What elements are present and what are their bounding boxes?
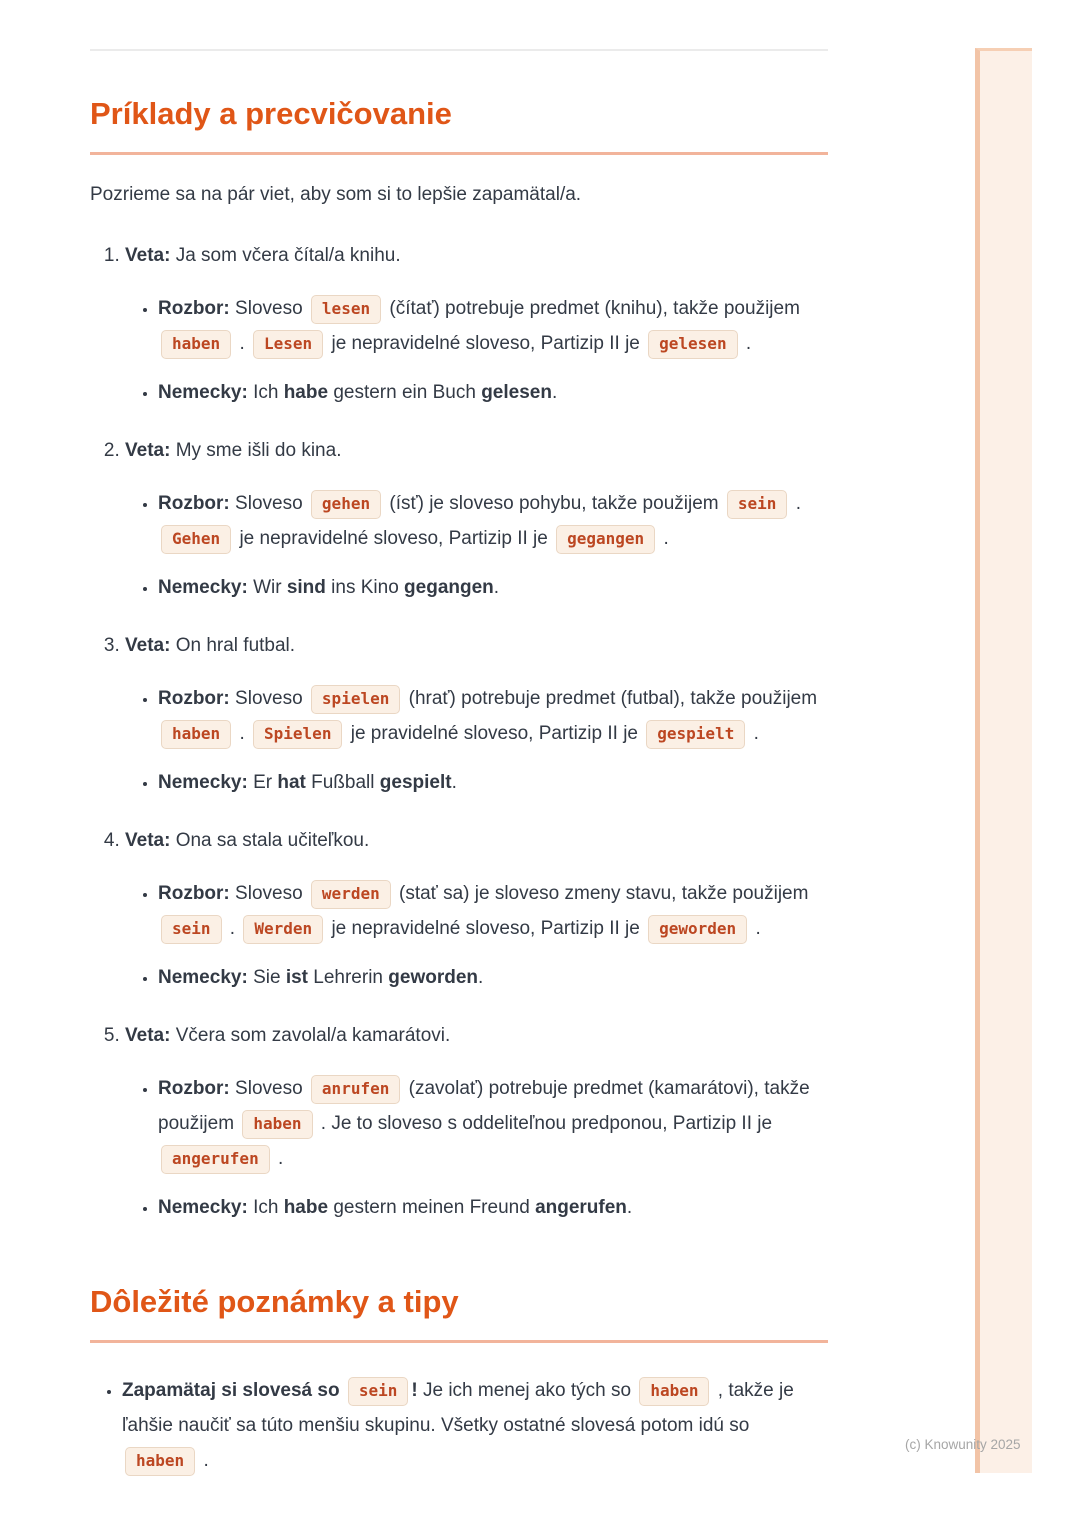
text-segment: . bbox=[750, 918, 761, 939]
veta-label: Veta: bbox=[125, 245, 171, 266]
code-chip: sein bbox=[348, 1377, 409, 1406]
section1-title: Príklady a precvičovanie bbox=[90, 96, 452, 131]
text-segment: hat bbox=[277, 772, 306, 793]
text-segment: . bbox=[658, 528, 669, 549]
rozbor-label: Rozbor: bbox=[158, 298, 230, 319]
text-segment: . bbox=[493, 577, 500, 598]
nemecky-label: Nemecky: bbox=[158, 772, 248, 793]
analysis-list bbox=[125, 681, 828, 800]
nemecky-label: Nemecky: bbox=[158, 1197, 248, 1218]
example-item bbox=[125, 241, 828, 410]
text-segment: Je ich menej ako tých so bbox=[417, 1380, 637, 1401]
text-segment: . bbox=[740, 333, 752, 354]
text-segment: . bbox=[551, 382, 558, 403]
rozbor-label: Rozbor: bbox=[158, 1078, 230, 1099]
nemecky-text bbox=[253, 382, 557, 403]
tip-item bbox=[122, 1373, 828, 1478]
text-segment: . bbox=[626, 1197, 633, 1218]
veta-label: Veta: bbox=[125, 1025, 171, 1046]
example-item bbox=[125, 826, 828, 995]
rozbor-item bbox=[158, 291, 828, 361]
text-segment: je nepravidelné sloveso, Partizip II je bbox=[234, 528, 554, 549]
text-segment: Ich bbox=[253, 1197, 284, 1218]
text-segment: gestern meinen Freund bbox=[328, 1197, 536, 1218]
text-segment: (čítať) potrebuje predmet (knihu), takže použijem bbox=[384, 298, 800, 319]
rozbor-text bbox=[158, 883, 808, 939]
analysis-list bbox=[125, 291, 828, 410]
code-chip: haben bbox=[161, 330, 231, 359]
code-chip: gelesen bbox=[648, 330, 737, 359]
sidebar-strip bbox=[975, 48, 1032, 1473]
text-segment: (zavolať) potrebuje predmet (kamarátovi), takže použijem bbox=[158, 1078, 810, 1134]
rozbor-text bbox=[158, 688, 817, 744]
text-segment: Ich bbox=[253, 382, 284, 403]
nemecky-item bbox=[158, 375, 828, 410]
rozbor-label: Rozbor: bbox=[158, 493, 230, 514]
example-item bbox=[125, 1021, 828, 1225]
text-segment: Er bbox=[253, 772, 278, 793]
text-segment: Sloveso bbox=[235, 493, 308, 514]
text-segment: (ísť) je sloveso pohybu, takže použijem bbox=[384, 493, 724, 514]
veta-text: Včera som zavolal/a kamarátovi. bbox=[175, 1025, 451, 1046]
code-chip: haben bbox=[161, 720, 231, 749]
text-segment: (stať sa) je sloveso zmeny stavu, takže použijem bbox=[393, 883, 809, 904]
nemecky-label: Nemecky: bbox=[158, 382, 248, 403]
text-segment: je nepravidelné sloveso, Partizip II je bbox=[326, 333, 646, 354]
tip-text bbox=[122, 1380, 794, 1471]
code-chip: gespielt bbox=[646, 720, 745, 749]
nemecky-text bbox=[253, 1197, 632, 1218]
code-chip: Spielen bbox=[253, 720, 342, 749]
text-segment: je pravidelné sloveso, Partizip II je bbox=[345, 723, 644, 744]
rozbor-item bbox=[158, 486, 828, 556]
text-segment: Sloveso bbox=[235, 298, 308, 319]
code-chip: spielen bbox=[311, 685, 400, 714]
text-segment: Sie bbox=[253, 967, 286, 988]
veta-label: Veta: bbox=[125, 440, 171, 461]
code-chip: werden bbox=[311, 880, 391, 909]
text-segment: Sloveso bbox=[235, 883, 308, 904]
text-segment: . bbox=[198, 1450, 209, 1471]
text-segment: ist bbox=[285, 967, 308, 988]
text-segment: je nepravidelné sloveso, Partizip II je bbox=[326, 918, 646, 939]
text-segment: Sloveso bbox=[235, 688, 308, 709]
rozbor-text bbox=[158, 1078, 810, 1169]
rozbor-item bbox=[158, 681, 828, 751]
nemecky-label: Nemecky: bbox=[158, 577, 248, 598]
text-segment: gespielt bbox=[379, 772, 452, 793]
text-segment: . bbox=[224, 918, 241, 939]
code-chip: Gehen bbox=[161, 525, 231, 554]
code-chip: sein bbox=[161, 915, 222, 944]
text-segment: habe bbox=[283, 1197, 329, 1218]
example-item bbox=[125, 436, 828, 605]
tips-list bbox=[90, 1373, 828, 1478]
code-chip: haben bbox=[125, 1447, 195, 1476]
code-chip: gehen bbox=[311, 490, 381, 519]
text-segment: gelesen bbox=[481, 382, 552, 403]
text-segment: , takže je ľahšie naučiť sa túto menšiu skupinu. Všetky ostatné slovesá potom idú so bbox=[122, 1380, 794, 1436]
text-segment: angerufen bbox=[535, 1197, 627, 1218]
text-segment: Wir bbox=[253, 577, 287, 598]
text-segment: habe bbox=[283, 382, 329, 403]
examples-list bbox=[90, 241, 828, 1225]
section2-title: Dôležité poznámky a tipy bbox=[90, 1284, 459, 1319]
text-segment: . bbox=[790, 493, 801, 514]
veta-label: Veta: bbox=[125, 635, 171, 656]
analysis-list bbox=[125, 486, 828, 605]
text-segment: . bbox=[478, 967, 484, 988]
text-segment: (hrať) potrebuje predmet (futbal), takže použijem bbox=[403, 688, 818, 709]
veta-text: Ona sa stala učiteľkou. bbox=[175, 830, 370, 851]
code-chip: geworden bbox=[648, 915, 747, 944]
text-segment: Zapamätaj si slovesá so bbox=[122, 1380, 345, 1401]
text-segment: Fußball bbox=[305, 772, 380, 793]
nemecky-text bbox=[253, 967, 483, 988]
copyright-text: (c) Knowunity 2025 bbox=[905, 1437, 1021, 1452]
code-chip: Werden bbox=[243, 915, 323, 944]
text-segment: . bbox=[451, 772, 457, 793]
rozbor-text bbox=[158, 493, 801, 549]
text-segment: ins Kino bbox=[325, 577, 405, 598]
analysis-list bbox=[125, 1071, 828, 1225]
rozbor-item bbox=[158, 876, 828, 946]
code-chip: haben bbox=[242, 1110, 312, 1139]
notes-section bbox=[90, 1283, 828, 1478]
rozbor-text bbox=[158, 298, 800, 354]
nemecky-item bbox=[158, 765, 828, 800]
nemecky-item bbox=[158, 570, 828, 605]
text-segment: . Je to sloveso s oddeliteľnou predponou, Partizip II je bbox=[315, 1113, 773, 1134]
nemecky-item bbox=[158, 1190, 828, 1225]
text-segment: Sloveso bbox=[235, 1078, 308, 1099]
code-chip: lesen bbox=[311, 295, 381, 324]
text-segment: . bbox=[234, 723, 251, 744]
text-segment: ! bbox=[411, 1380, 418, 1401]
code-chip: gegangen bbox=[556, 525, 655, 554]
text-segment: gegangen bbox=[404, 577, 494, 598]
nemecky-text bbox=[253, 772, 457, 793]
rozbor-label: Rozbor: bbox=[158, 688, 230, 709]
section2-title-underline bbox=[90, 1340, 828, 1343]
rozbor-label: Rozbor: bbox=[158, 883, 230, 904]
text-segment: gestern ein Buch bbox=[328, 382, 482, 403]
text-segment: Lehrerin bbox=[308, 967, 389, 988]
veta-text: On hral futbal. bbox=[175, 635, 296, 656]
code-chip: haben bbox=[639, 1377, 709, 1406]
rozbor-item bbox=[158, 1071, 828, 1176]
example-item bbox=[125, 631, 828, 800]
code-chip: Lesen bbox=[253, 330, 323, 359]
text-segment: . bbox=[272, 1148, 284, 1169]
text-segment: . bbox=[234, 333, 251, 354]
code-chip: sein bbox=[727, 490, 788, 519]
veta-text: My sme išli do kina. bbox=[175, 440, 342, 461]
text-segment: . bbox=[748, 723, 759, 744]
intro-paragraph: Pozrieme sa na pár viet, aby som si to lepšie zapamätal/a. bbox=[90, 184, 582, 205]
veta-label: Veta: bbox=[125, 830, 171, 851]
nemecky-item bbox=[158, 960, 828, 995]
text-segment: sind bbox=[286, 577, 326, 598]
veta-text: Ja som včera čítal/a knihu. bbox=[175, 245, 401, 266]
top-divider bbox=[90, 49, 828, 51]
nemecky-text bbox=[253, 577, 499, 598]
nemecky-label: Nemecky: bbox=[158, 967, 248, 988]
analysis-list bbox=[125, 876, 828, 995]
text-segment: geworden bbox=[388, 967, 479, 988]
code-chip: angerufen bbox=[161, 1145, 270, 1174]
section1-title-underline bbox=[90, 152, 828, 155]
main-content bbox=[90, 0, 828, 1478]
code-chip: anrufen bbox=[311, 1075, 400, 1104]
